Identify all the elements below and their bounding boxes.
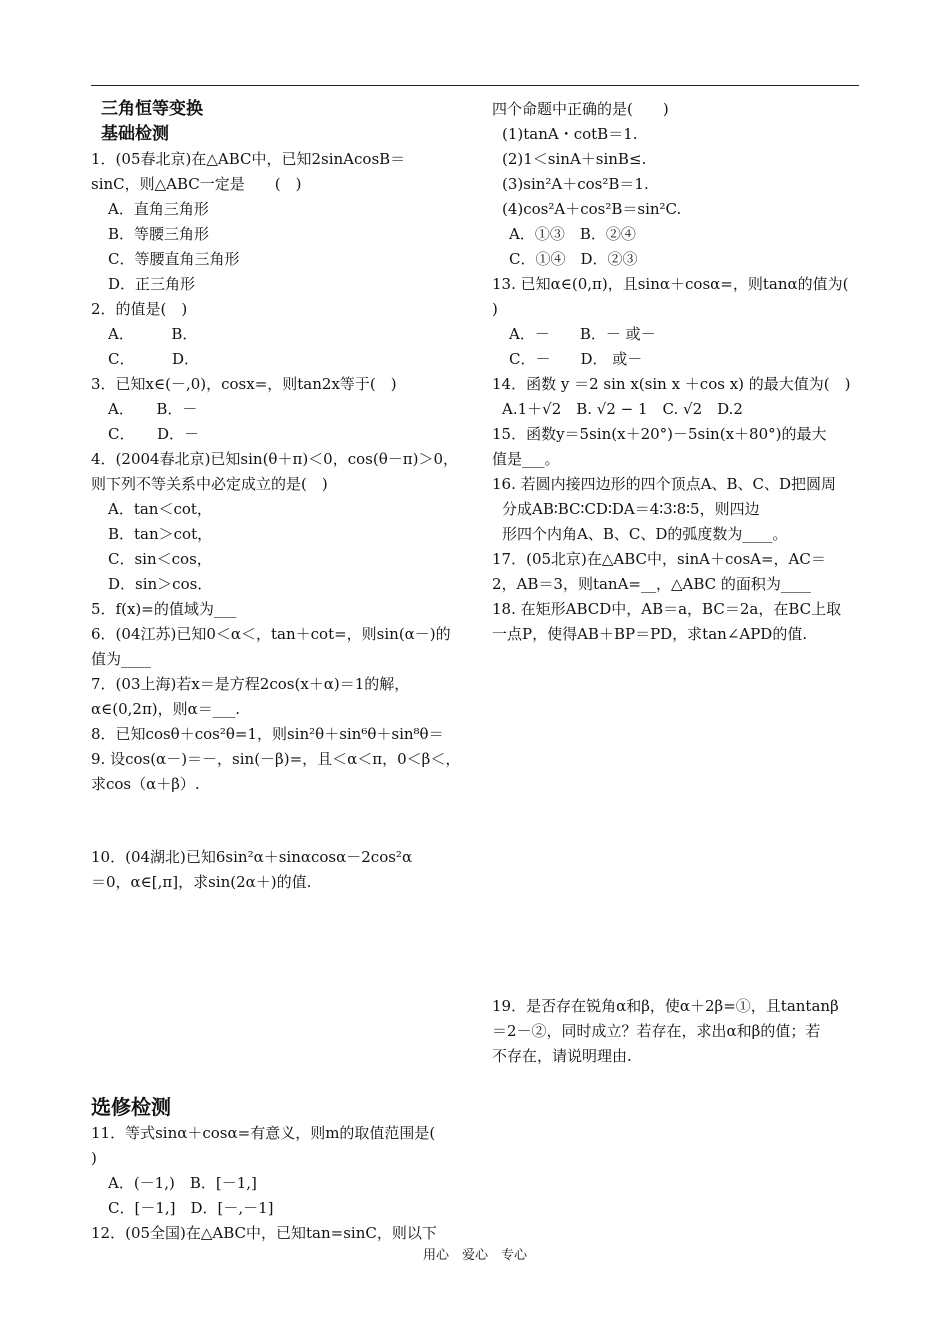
question-line: 11．等式sinα＋cosα=有意义，则m的取值范围是( [91,1124,436,1142]
elective-section [91,1093,469,1246]
question-line: 17．(05北京)在△ABC中，sinA＋cosA=，AC＝ [492,550,826,568]
option-line: A． B．－ [108,400,198,418]
option-line: A．－ B．－ 或－ [509,325,656,343]
option-line: C．[－1,] D．[－,－1] [108,1199,274,1217]
question-line: 6．(04江苏)已知0＜α＜，tan＋cot=，则sin(α－)的 [91,625,451,643]
option-line: (3)sin²A＋cos²B＝1. [502,175,649,193]
question-line: 值是___。 [492,450,560,468]
question-line: ) [492,300,498,318]
question-line: 求cos（α＋β）. [91,775,200,793]
question-line: 值为____ [91,650,152,668]
page-footer: 用心 爱心 专心 [422,1248,527,1263]
question-line: 12．(05全国)在△ABC中，已知tan=sinC，则以下 [91,1224,437,1242]
question-line: 10．(04湖北)已知6sin²α＋sinαcosα－2cos²α [91,848,413,866]
question-line: 一点P，使得AB＋BP＝PD，求tan∠APD的值. [492,625,808,643]
option-line: A．直角三角形 [108,200,209,218]
question-line: 14．函数 y ＝2 sin x(sin x ＋cos x) 的最大值为( ) [492,375,851,393]
option-line: C．sin＜cos， [108,550,212,568]
question-line: 3．已知x∈(－,0)，cosx=，则tan2x等于( ) [91,375,397,393]
option-line: C． D． [108,350,200,368]
question-19 [492,994,862,1069]
question-10 [91,845,469,895]
option-line: (2)1＜sinA＋sinB≤. [502,150,647,168]
question-line: 2．的值是( ) [91,300,188,318]
section-heading-elective: 选修检测 [91,1095,171,1119]
header-rule [91,85,859,86]
option-line: C． D．－ [108,425,200,443]
option-line: D．sin＞cos． [108,575,213,593]
question-line: 19．是否存在锐角α和β，使α＋2β=①，且tantanβ [492,997,839,1015]
question-line: 2，AB＝3，则tanA=__，△ABC 的面积为____ [492,575,811,593]
option-line: B．等腰三角形 [108,225,210,243]
section-heading-basic: 基础检测 [101,124,169,144]
option-line: D．正三角形 [108,275,196,293]
option-line: C．①④ D．②③ [509,250,638,268]
option-line: A．①③ B．②④ [509,225,636,243]
option-line: (1)tanA・cotB＝1. [502,125,638,143]
question-line: 四个命题中正确的是( ) [492,100,669,118]
question-line: 7．(03上海)若x＝是方程2cos(x＋α)＝1的解， [91,675,410,693]
question-line: 18. 在矩形ABCD中，AB＝a，BC＝2a，在BC上取 [492,600,842,618]
question-line: 1．(05春北京)在△ABC中，已知2sinAcosB＝ [91,150,406,168]
question-line: 形四个内角A、B、C、D的弧度数为____。 [502,525,788,543]
option-line: B．tan＞cot， [108,525,213,543]
question-line: 4．(2004春北京)已知sin(θ＋π)＜0，cos(θ－π)＞0， [91,450,458,468]
question-line: sinC，则△ABC一定是 ( ) [91,175,302,193]
option-line: A.1＋√2 B. √2 − 1 C. √2 D.2 [502,400,743,418]
question-line: 则下列不等关系中必定成立的是( ) [91,475,328,493]
right-column [492,97,862,647]
option-line: A．(－1,) B．[－1,] [108,1174,257,1192]
left-column [91,97,469,797]
question-line: 8．已知cosθ＋cos²θ=1，则sin²θ＋sin⁶θ＋sin⁸θ＝ [91,725,444,743]
question-line: ＝0，α∈[,π]，求sin(2α＋)的值. [91,873,312,891]
question-line: 5．f(x)=的值域为___ [91,600,237,618]
question-line: α∈(0,2π)，则α＝___. [91,700,241,718]
question-line: 16. 若圆内接四边形的四个顶点A、B、C、D把圆周 [492,475,836,493]
question-line: 分成AB∶BC∶CD∶DA＝4∶3∶8∶5，则四边 [502,500,760,518]
option-line: A．tan＜cot， [108,500,212,518]
question-line: 15．函数y＝5sin(x＋20°)－5sin(x＋80°)的最大 [492,425,827,443]
question-line: 9. 设cos(α－)＝－，sin(－β)=，且＜α＜π，0＜β＜， [91,750,461,768]
question-line: ) [91,1149,97,1167]
option-line: C．等腰直角三角形 [108,250,240,268]
page-title: 三角恒等变换 [101,99,203,119]
question-line: 不存在，请说明理由. [492,1047,632,1065]
option-line: C．－ D． 或－ [509,350,643,368]
question-line: 13. 已知α∈(0,π)，且sinα＋cosα=，则tanα的值为( [492,275,849,293]
option-line: A． B． [108,325,198,343]
option-line: (4)cos²A＋cos²B＝sin²C. [502,200,682,218]
question-line: ＝2－②，同时成立？若存在，求出α和β的值；若 [492,1022,821,1040]
